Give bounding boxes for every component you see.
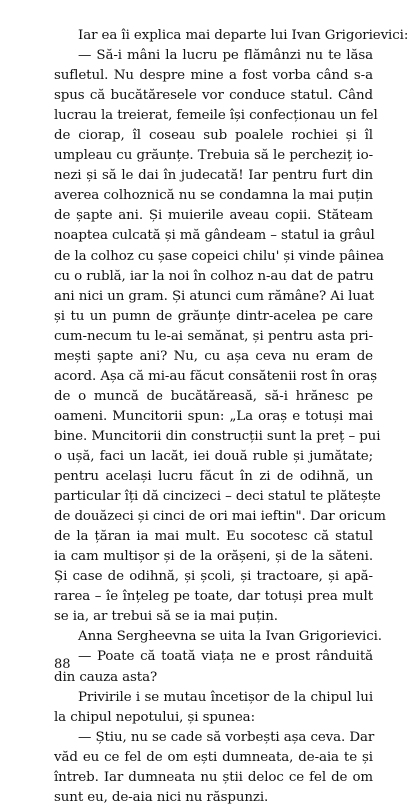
text-line: din cauza asta? — [54, 669, 158, 685]
text-line: ani nici un gram. Și atunci cum rămâne? Ai luat — [54, 288, 375, 304]
text-line: de douăzeci și cinci de ori mai ieftin". Dar oricum — [54, 509, 386, 525]
text-line: de ciorap, îl coseau sub poalele rochiei și îl — [54, 128, 373, 144]
text-line: de șapte ani. Și muierile aveau copii. Stăteam — [54, 208, 373, 224]
text-line: oameni. Muncitorii spun: „La oraș e totuși mai — [54, 408, 373, 424]
text-line: cum-necum tu le-ai semănat, și pentru asta pri- — [54, 328, 373, 344]
text-line: ia cam multișor și de la orășeni, și de la săteni. — [54, 549, 373, 565]
text-line: bine. Muncitorii din construcții sunt la preț – pui — [54, 428, 381, 444]
text-line: cu o rublă, iar la noi în colhoz n-au dat de patru — [54, 268, 374, 284]
text-line: la chipul nepotului, și spunea: — [54, 709, 255, 725]
text-line: de la țăran ia mai mult. Eu socotesc că statul — [54, 529, 373, 545]
text-line: sufletul. Nu despre mine a fost vorba când s-a — [54, 68, 373, 84]
text-line: sunt eu, de-aia nici nu răspunzi. — [54, 789, 269, 805]
text-line: văd eu ce fel de om ești dumneata, de-aia te și — [54, 749, 373, 765]
text-line: Privirile i se mutau încetișor de la chipul lui — [78, 689, 373, 705]
text-line: umpleau cu grăunțe. Trebuia să le percheziț io- — [54, 148, 373, 164]
page-number: 88 — [54, 657, 71, 672]
text-line: Și case de odihnă, și școli, și tractoare, și apă- — [54, 569, 373, 585]
text-line: întreb. Iar dumneata nu știi deloc ce fel de om — [54, 769, 373, 785]
text-line: averea colhoznică nu se condamna la mai puțin — [54, 188, 373, 204]
text-line: se ia, ar trebui să se ia mai puțin. — [54, 609, 278, 625]
text-line: nezi și să le dai în judecată! Iar pentru furt din — [54, 168, 373, 184]
text-line: acord. Așa că mi-au făcut consătenii rost în oraș — [54, 368, 377, 384]
text-line: rarea – îe înțeleg pe toate, dar totuși prea mult — [54, 589, 373, 605]
text-line: particular îți dă cincizeci – deci statul te plătește — [54, 489, 381, 505]
text-line: spus că bucătăresele vor conduce statul. Când — [54, 88, 373, 104]
text-line: o ușă, faci un lacăt, iei două ruble și jumătate; — [54, 448, 373, 464]
text-line: pentru același lucru făcut în zi de odihnă, un — [54, 469, 373, 485]
text-line: de la colhoz cu șase copeici chilu' și vinde pâinea — [54, 248, 384, 264]
text-line: Iar ea îi explica mai departe lui Ivan Grigorievici: — [78, 28, 409, 43]
text-line: noaptea culcată și mă gândeam – statul ia grâul — [54, 228, 375, 244]
text-line: — Să-i mâni la lucru pe flămânzi nu te lăsa — [78, 48, 373, 64]
body-text — [54, 26, 409, 808]
text-line: — Știu, nu se cade să vorbești așa ceva. Dar — [78, 729, 375, 745]
text-line: — Poate că toată viața ne e prost rânduită — [78, 649, 373, 665]
text-line: lucrau la treierat, femeile își confecționau un fel — [54, 108, 378, 124]
text-line: de o muncă de bucătăreasă, să-i hrănesc pe — [54, 388, 373, 404]
text-line: și tu un pumn de grăunțe dintr-acelea pe care — [54, 308, 373, 324]
text-line: mești șapte ani? Nu, cu așa ceva nu eram de — [54, 348, 373, 364]
text-line: Anna Sergheevna se uita la Ivan Grigorievici. — [78, 629, 382, 645]
